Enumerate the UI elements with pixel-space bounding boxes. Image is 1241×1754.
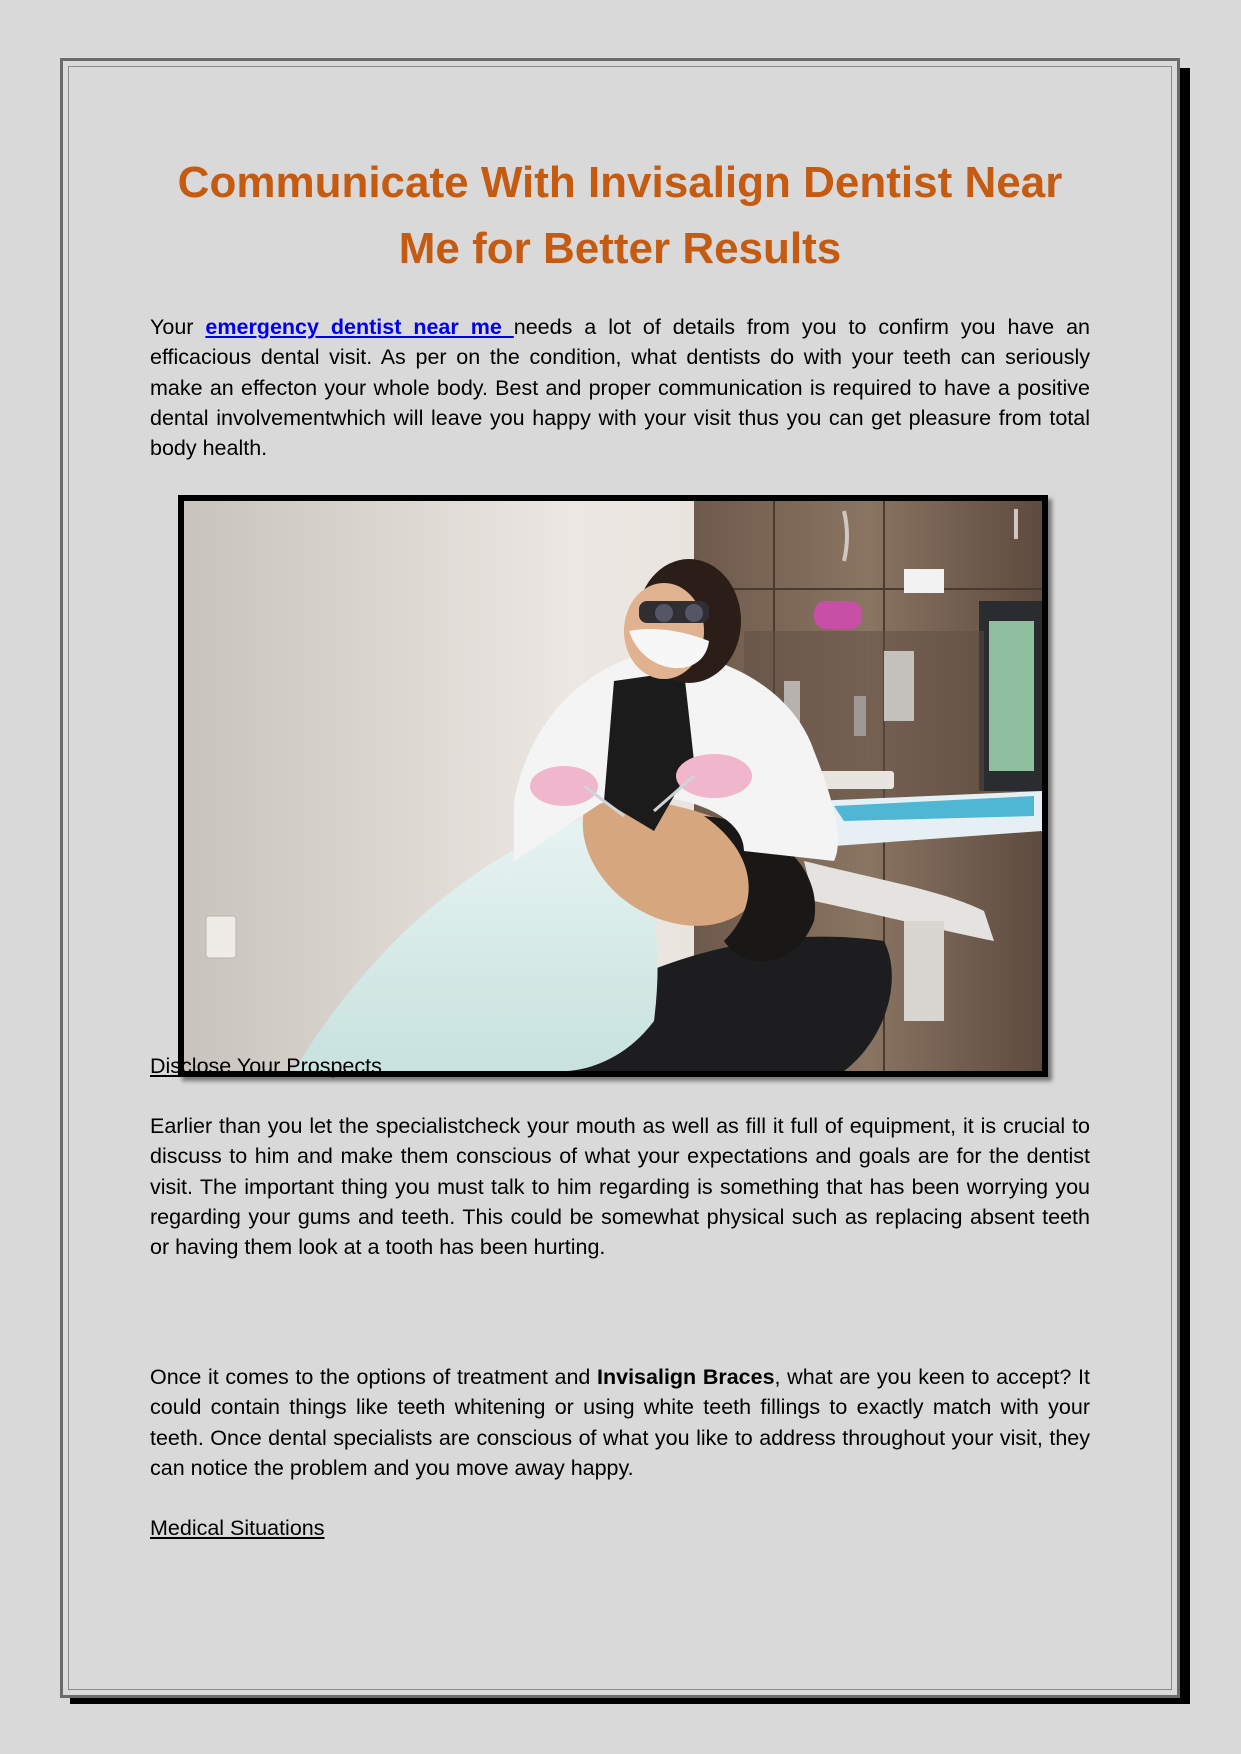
intro-rest: needs a lot of details from you to confirm you have an efficacious dental visit. As per on the condition, what dentists do with your teeth can seriously make an effecton your whole body. Best and proper communication is required to have a positive dental involvementwhich will leave you happy with your visit thus you can get pleasure from total body health. (150, 315, 1090, 461)
disclose-heading-text: Disclose Your Prospects (150, 1054, 382, 1078)
para2-lead: Once it comes to the options of treatment and (150, 1365, 598, 1389)
page-title: Communicate With Invisalign Dentist Near Me for Better Results (177, 158, 1063, 273)
disclose-paragraph-2 (150, 1362, 1090, 1483)
section-heading-disclose (150, 1051, 1090, 1081)
section-heading-medical (150, 1513, 1090, 1543)
right-glove (676, 754, 752, 798)
wall-outlet (206, 916, 236, 958)
emergency-dentist-link[interactable]: emergency dentist near me (205, 315, 514, 339)
intro-lead: Your (150, 315, 206, 339)
dentist-photo (184, 501, 1042, 1071)
medical-heading-text: Medical Situations (150, 1516, 325, 1540)
left-glove (530, 766, 598, 806)
intro-paragraph (150, 312, 1090, 463)
dentist-photo-frame (178, 495, 1048, 1077)
invisalign-braces-bold: Invisalign Braces (597, 1365, 775, 1389)
para2-rest: , what are you keen to accept? It could contain things like teeth whitening or using white teeth fillings to exactly match with your teeth. Once dental specialists are conscious of what you like to address throughout your visit, they can notice the problem and you move away happy. (150, 1365, 1090, 1480)
pink-lamp (814, 601, 862, 629)
disclose-paragraph-1: Earlier than you let the specialistcheck your mouth as well as fill it full of equipment, it is crucial to discuss to him and make them conscious of what your expectations and goals are for the dentist visit. The important thing you must talk to him regarding is something that has been worrying you regarding your gums and teeth. This could be somewhat physical such as replacing absent teeth or having them look at a tooth has been hurting. (150, 1114, 1090, 1260)
